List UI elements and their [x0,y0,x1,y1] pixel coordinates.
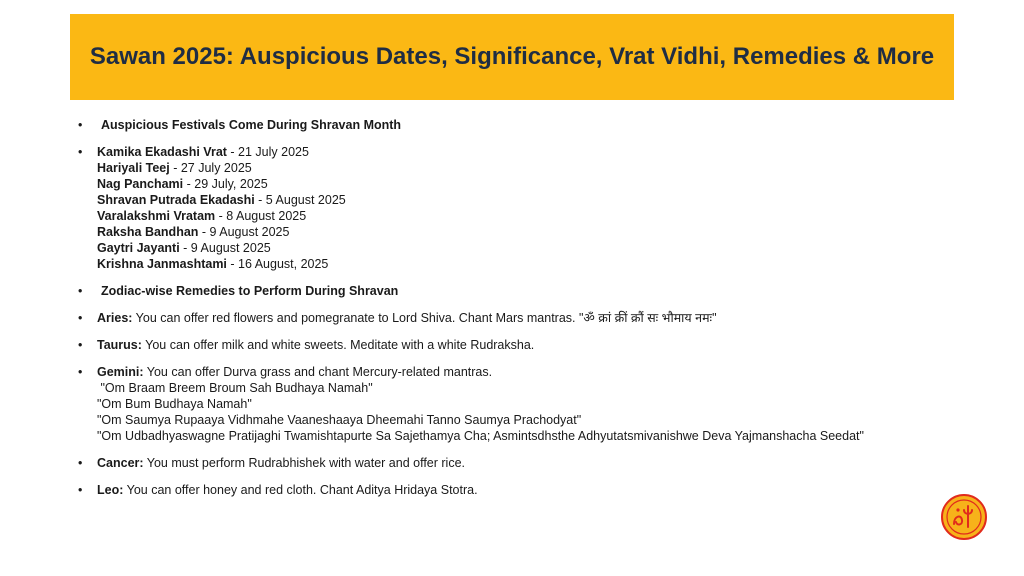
slide-content [78,117,958,509]
zodiac-label: Cancer: [97,456,144,470]
remedy-text: You can offer red flowers and pomegranate to Lord Shiva. Chant Mars mantras. "ॐ क्रां क्रीं क्रौं सः भौमाय नमः" [132,311,717,325]
festival-date: - 9 August 2025 [198,225,290,239]
festival-item [97,176,958,192]
zodiac-label: Gemini: [97,365,144,379]
festival-date: - 9 August 2025 [179,241,271,255]
festival-name: Nag Panchami [97,177,184,191]
festival-item [97,208,958,224]
remedy-gemini [78,364,958,444]
zodiac-label: Leo: [97,483,124,497]
om-trishul-logo-icon [941,494,987,540]
festival-date: - 21 July 2025 [226,145,309,159]
mantra-line: "Om Braam Breem Broum Sah Budhaya Namah" [97,381,373,395]
festival-item [97,256,958,272]
festival-item [97,224,958,240]
festival-name: Raksha Bandhan [97,225,199,239]
festivals-heading-item [78,117,958,133]
remedy-leo [78,482,958,498]
title-banner [70,14,954,100]
page-title: Sawan 2025: Auspicious Dates, Significance, Vrat Vidhi, Remedies & More [89,43,935,70]
remedy-aries [78,310,958,326]
festival-item [97,240,958,256]
festival-name: Shravan Putrada Ekadashi [97,193,255,207]
remedy-text: You can offer milk and white sweets. Meditate with a white Rudraksha. [141,338,535,352]
mantra-line: "Om Udbadhyaswagne Pratijaghi Twamishtapurte Sa Sajethamya Cha; Asmintsdhsthe Adhyutatsmivanishwe Deva Yajmanshacha Seedat" [97,429,864,443]
festival-name: Hariyali Teej [97,161,170,175]
festival-item [97,144,958,160]
festivals-list [78,144,958,272]
festival-name: Varalakshmi Vratam [97,209,216,223]
festival-date: - 29 July, 2025 [183,177,268,191]
festival-date: - 16 August, 2025 [226,257,329,271]
festival-item [97,192,958,208]
mantra-line: "Om Bum Budhaya Namah" [97,397,252,411]
remedy-cancer [78,455,958,471]
remedy-text: You must perform Rudrabhishek with water and offer rice. [143,456,466,470]
zodiac-label: Aries: [97,311,133,325]
festival-date: - 8 August 2025 [215,209,307,223]
festival-date: - 27 July 2025 [169,161,252,175]
festival-name: Kamika Ekadashi Vrat [97,145,227,159]
festival-item [97,160,958,176]
remedy-taurus [78,337,958,353]
festivals-heading: Auspicious Festivals Come During Shravan Month [101,118,402,132]
zodiac-label: Taurus: [97,338,142,352]
mantra-line: "Om Saumya Rupaaya Vidhmahe Vaaneshaaya Dheemahi Tanno Saumya Prachodyat" [97,413,582,427]
festival-name: Gaytri Jayanti [97,241,180,255]
remedy-text: You can offer Durva grass and chant Mercury-related mantras. [143,365,493,379]
remedies-heading-item [78,283,958,299]
remedies-heading: Zodiac-wise Remedies to Perform During Shravan [101,284,399,298]
festival-name: Krishna Janmashtami [97,257,227,271]
festival-date: - 5 August 2025 [254,193,346,207]
remedy-text: You can offer honey and red cloth. Chant Aditya Hridaya Stotra. [123,483,478,497]
